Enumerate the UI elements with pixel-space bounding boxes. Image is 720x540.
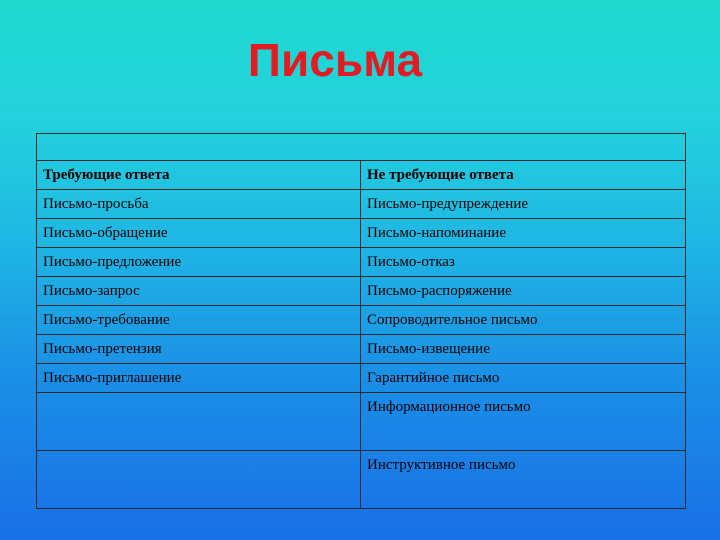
header-not-requiring-reply: Не требующие ответа [361,161,686,190]
table-header-row [37,161,686,190]
table-cell: Письмо-напоминание [361,219,686,248]
table-row [37,393,686,451]
table-row [37,248,686,277]
table-cell: Письмо-просьба [37,190,361,219]
table-cell: Письмо-распоряжение [361,277,686,306]
table-cell: Письмо-обращение [37,219,361,248]
table-cell: Письмо-требование [37,306,361,335]
table-blank-row [37,134,686,161]
table-cell: Письмо-предложение [37,248,361,277]
table-row [37,219,686,248]
table-row [37,335,686,364]
slide-title: Письма [247,34,423,86]
table-row [37,190,686,219]
table-cell: Письмо-претензия [37,335,361,364]
header-requiring-reply: Требующие ответа [37,161,361,190]
table-cell: Письмо-запрос [37,277,361,306]
table-cell: Письмо-отказ [361,248,686,277]
letters-table [36,133,686,509]
table-cell: Гарантийное письмо [361,364,686,393]
table-row [37,451,686,509]
table-row [37,277,686,306]
table-cell: Сопроводительное письмо [361,306,686,335]
table-row [37,364,686,393]
table-cell: Письмо-приглашение [37,364,361,393]
table-cell [37,393,361,451]
table-cell: Письмо-извещение [361,335,686,364]
table-cell: Инструктивное письмо [361,451,686,509]
table-blank-cell [37,134,686,161]
table-cell [37,451,361,509]
table-row [37,306,686,335]
table-cell: Письмо-предупреждение [361,190,686,219]
table-cell: Информационное письмо [361,393,686,451]
